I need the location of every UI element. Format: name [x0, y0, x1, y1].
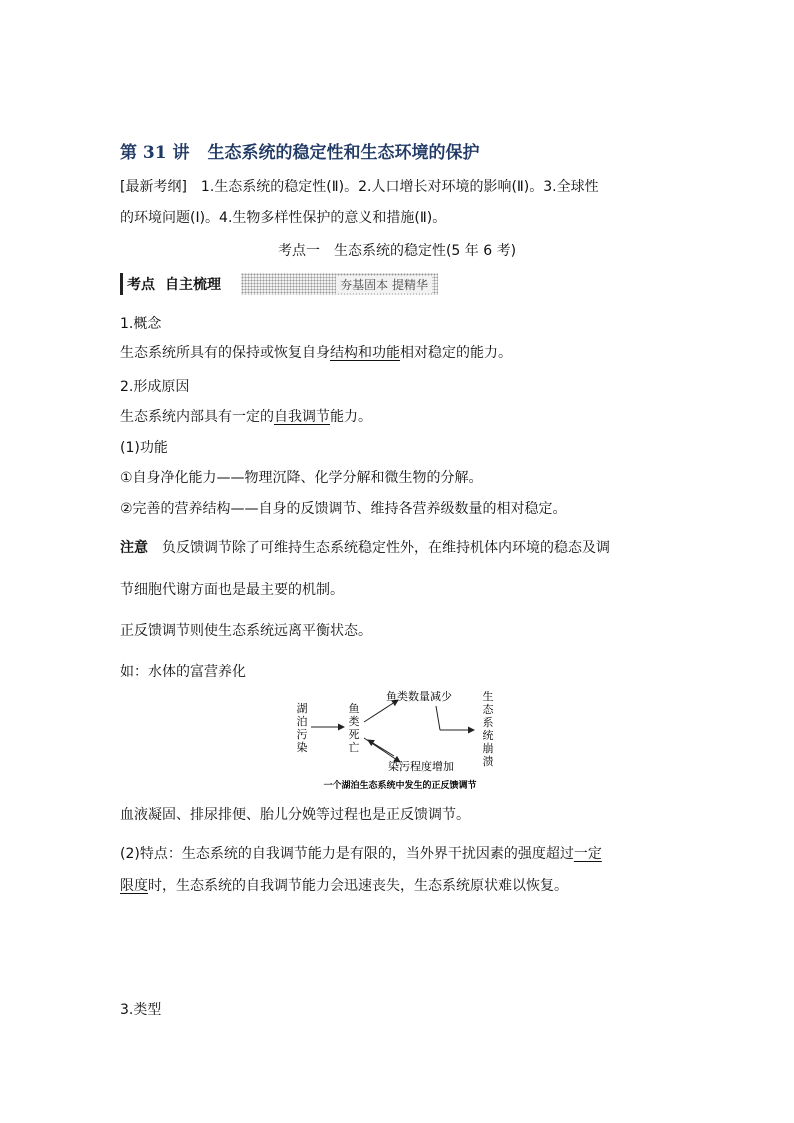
function-item-1: ①自身净化能力——物理沉降、化学分解和微生物的分解。: [120, 470, 483, 486]
cause-heading: 2.形成原因: [120, 379, 190, 395]
note-example: 如：水体的富营养化: [120, 664, 246, 680]
node-collapse-3: 系: [482, 716, 494, 729]
feature-keyword-b: 限度: [120, 878, 148, 894]
arrow-death-to-decrease: [364, 700, 398, 722]
connector-decrease: [436, 706, 440, 730]
node-pollution-2: 泊: [296, 715, 308, 728]
processes-text: 血液凝固、排尿排便、胎儿分娩等过程也是正反馈调节。: [120, 807, 470, 823]
node-fish-death-4: 亡: [348, 741, 360, 754]
banner-pattern: [241, 273, 438, 295]
node-collapse-6: 溃: [482, 755, 494, 768]
feature-line-1: [120, 843, 602, 863]
cause-text: [120, 406, 372, 426]
node-pollution-3: 污: [296, 728, 308, 741]
node-pollution-1: 湖: [296, 702, 308, 715]
banner-slogan: 夯基固本 提精华: [336, 276, 432, 293]
node-fish-decrease: 鱼类数量减少: [386, 690, 452, 703]
node-collapse-2: 态: [482, 703, 494, 716]
node-collapse-4: 统: [482, 729, 494, 742]
node-pollution-increase: 染污程度增加: [388, 760, 454, 773]
cause-text-a: 生态系统内部具有一定的: [120, 409, 274, 425]
function-item-2: ②完善的营养结构——自身的反馈调节、维持各营养级数量的相对稳定。: [120, 501, 567, 517]
node-collapse-1: 生: [482, 690, 494, 703]
node-collapse-5: 崩: [482, 742, 494, 755]
banner-label-a: 考点: [127, 277, 155, 293]
node-fish-death-2: 类: [348, 715, 360, 728]
node-fish-death-3: 死: [348, 728, 360, 741]
note-label: 注意: [120, 540, 148, 556]
concept-heading: 1.概念: [120, 316, 162, 332]
function-heading: (1)功能: [120, 440, 168, 456]
page-title: [120, 138, 480, 163]
node-pollution-4: 染: [296, 741, 308, 754]
note-line-1: [120, 537, 610, 557]
types-heading: 3.类型: [120, 1002, 162, 1018]
feature-keyword-a: 一定: [573, 846, 602, 862]
banner-label-b: 自主梳理: [165, 277, 221, 293]
positive-feedback-diagram: [270, 686, 530, 794]
node-fish-death-1: 鱼: [348, 702, 360, 715]
section-heading: 考点一 生态系统的稳定性(5 年 6 考): [277, 243, 517, 259]
cause-text-b: 能力。: [330, 409, 372, 425]
arrow-death-to-increase: [364, 738, 400, 762]
cause-keyword: 自我调节: [274, 409, 330, 425]
note-text-1: 负反馈调节除了可维持生态系统稳定性外，在维持机体内环境的稳态及调: [162, 540, 610, 556]
feature-text-a: (2)特点：生态系统的自我调节能力是有限的，当外界干扰因素的强度超过: [120, 846, 574, 862]
note-line-3: 正反馈调节则使生态系统远离平衡状态。: [120, 623, 372, 639]
concept-text-b: 相对稳定的能力。: [400, 345, 512, 361]
lecture-number: 第 31 讲: [120, 143, 190, 163]
concept-text-a: 生态系统所具有的保持或恢复自身: [120, 345, 330, 361]
lecture-topic: 生态系统的稳定性和生态环境的保护: [207, 143, 480, 163]
concept-keyword: 结构和功能: [330, 345, 400, 361]
concept-text: [120, 342, 512, 362]
syllabus-line-1: [最新考纲] 1.生态系统的稳定性(Ⅱ)。2.人口增长对环境的影响(Ⅱ)。3.全球性: [120, 179, 599, 195]
feature-line-2: [120, 875, 568, 895]
diagram-caption: 一个湖泊生态系统中发生的正反馈调节: [323, 781, 477, 791]
note-line-2: 节细胞代谢方面也是最主要的机制。: [120, 582, 344, 598]
section-banner: [120, 273, 438, 295]
feature-text-b: 时，生态系统的自我调节能力会迅速丧失，生态系统原状难以恢复。: [148, 878, 568, 894]
arrow-increase-to-death: [368, 740, 394, 756]
banner-label: [120, 273, 235, 295]
syllabus-line-2: 的环境问题(Ⅰ)。4.生物多样性保护的意义和措施(Ⅱ)。: [120, 210, 447, 226]
